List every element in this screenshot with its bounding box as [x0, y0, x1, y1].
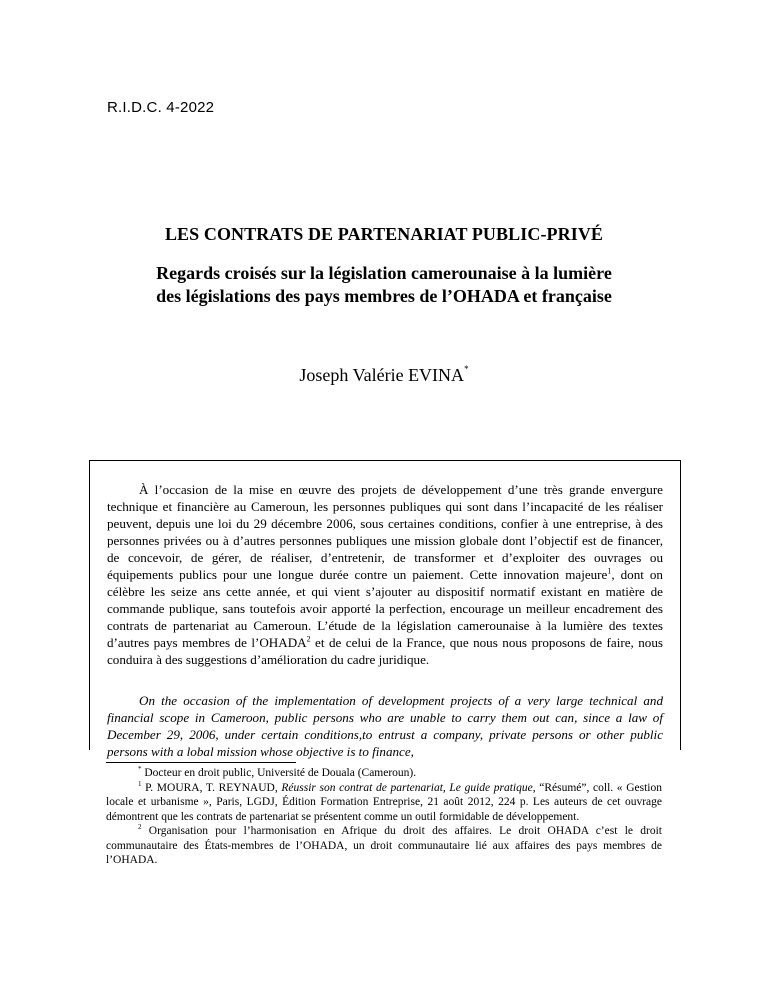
- footnote-text-rest: , “Résumé”, coll. « Gestion locale et urbanisme », Paris, LGDJ, Édition Formation Entreprise, 21 août 2012, 224 p. Les auteurs de cet ouvrage démontrent que les contrats de partenariat se présentent comme un outil formidable de développement.: [106, 781, 662, 823]
- footnote-text: Docteur en droit public, Université de Douala (Cameroun).: [141, 767, 417, 779]
- abstract-french: [107, 481, 663, 668]
- article-title: LES CONTRATS DE PARTENARIAT PUBLIC-PRIVÉ: [164, 224, 604, 244]
- footnote-mark: *: [138, 765, 142, 774]
- journal-reference: R.I.D.C. 4-2022: [107, 99, 215, 116]
- article-subtitle: [0, 262, 768, 308]
- footnote-ref-1: 1: [607, 566, 612, 576]
- footnote-ref-2: 2: [306, 634, 311, 644]
- author-footnote-mark: *: [464, 364, 469, 374]
- subtitle-line-2: des législations des pays membres de l’OHADA et française: [156, 286, 612, 306]
- footnote-1: [106, 781, 662, 825]
- footnote-mark: 2: [138, 823, 142, 832]
- abstract-fr-text-1: À l’occasion de la mise en œuvre des projets de développement d’une très grande envergure technique et financière au Cameroun, les personnes publiques qui sont dans l’incapacité de les réaliser peuvent, depuis une loi du 29 décembre 2006, sous certaines conditions, confier à une entreprise, à des personnes privées ou à d’autres personnes publiques une mission globale dont l’objectif est de financer, de concevoir, de gérer, de réaliser, d’entretenir, de transformer et d’exploiter des ouvrages ou équipements publics pour une longue durée contre un paiement. Cette innovation majeure: [107, 482, 663, 582]
- footnote-mark: 1: [138, 779, 142, 788]
- footnote-2: [106, 824, 662, 868]
- abstract-fr-text-2: , dont on célèbre les seize ans cette année, et qui vient s’ajouter au dispositif normatif existant en matière de commande publique, sans toutefois avoir apporté la perfection, encourage un meilleur encadrement des contrats de partenariat au Cameroun. L’étude de la législation camerounaise à la lumière des textes d’autres pays membres de l’OHADA: [107, 567, 663, 650]
- abstract-fr-text-3: et de celui de la France, que nous nous proposons de faire, nous conduira à des suggestions d’amélioration du cadre juridique.: [107, 635, 663, 667]
- abstract-box: [89, 460, 681, 759]
- footnote-text: Organisation pour l’harmonisation en Afrique du droit des affaires. Le droit OHADA c’est le droit communautaire des États-membres de l’OHADA, un droit communautaire lié aux affaires des pays membres de l’OHADA.: [106, 825, 662, 866]
- abstract-en-text: On the occasion of the implementation of development projects of a very large technical and financial scope in Cameroon, public persons who are unable to carry them out can, since a law of December 29, 2006, under certain conditions,to entrust a company, private persons or other public persons with a lobal mission whose objective is to finance,: [107, 693, 663, 759]
- footnote-author: [106, 766, 662, 781]
- footnote-text: P. MOURA, T. REYNAUD,: [141, 781, 282, 794]
- footnote-book-title: Réussir son contrat de partenariat, Le guide pratique: [281, 781, 533, 794]
- author-name: Joseph Valérie EVINA: [299, 365, 465, 385]
- footnote-separator: [106, 762, 296, 763]
- subtitle-line-1: Regards croisés sur la législation camerounaise à la lumière: [156, 263, 612, 283]
- abstract-english: [107, 692, 663, 760]
- footnotes: [106, 766, 662, 868]
- author-byline: [0, 365, 768, 386]
